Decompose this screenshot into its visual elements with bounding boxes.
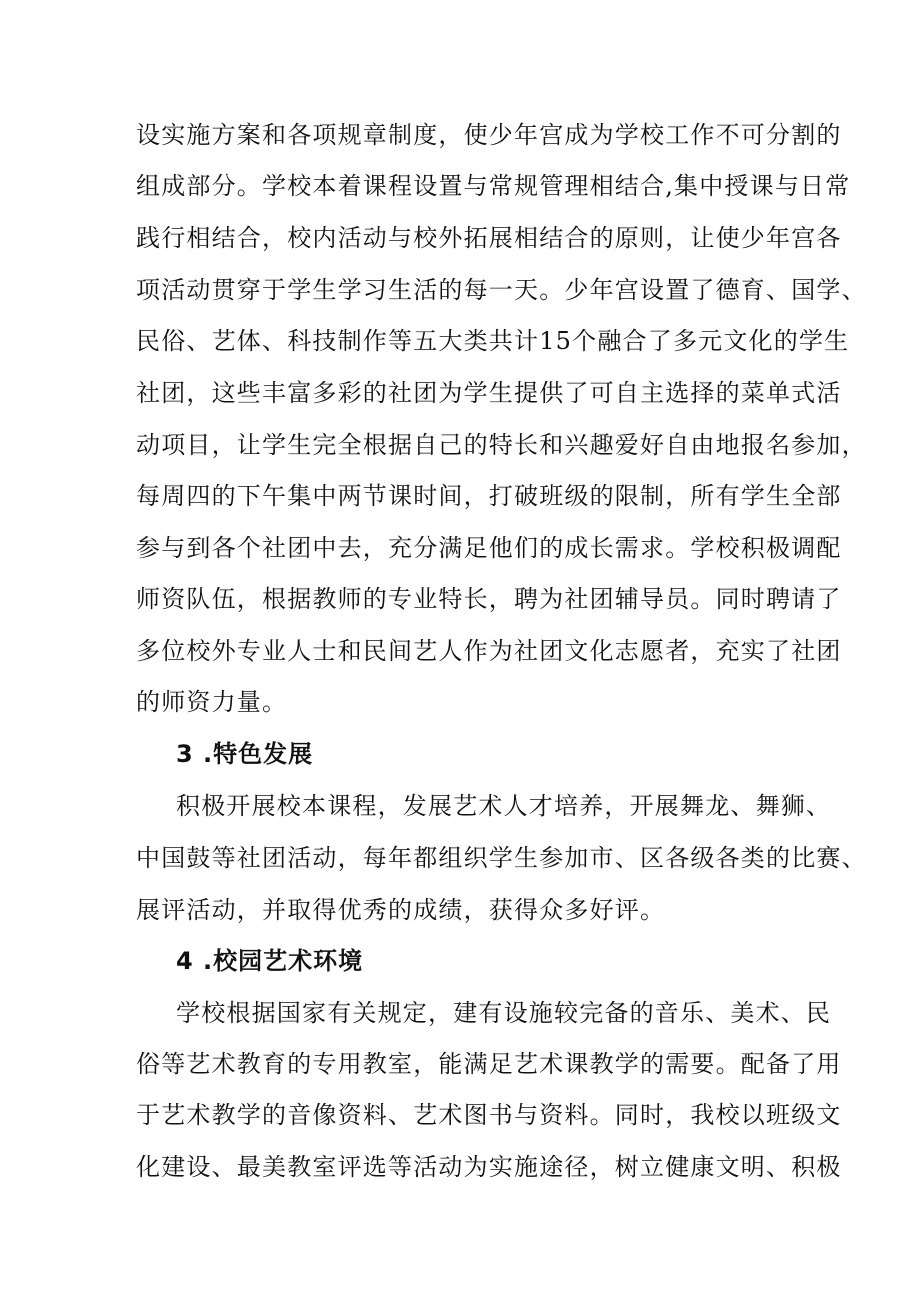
paragraph-1-line: 组成部分。学校本着课程设置与常规管理相结合,集中授课与日常 <box>136 172 851 200</box>
paragraph-1-line: 动项目，让学生完全根据自己的特长和兴趣爱好自由地报名参加， <box>136 431 867 459</box>
paragraph-3-line: 化建设、最美教室评选等活动为实施途径，树立健康文明、积极 <box>136 1153 842 1181</box>
paragraph-1-line: 师资队伍，根据教师的专业特长，聘为社团辅导员。同时聘请了 <box>136 585 842 613</box>
paragraph-1-line: 每周四的下午集中两节课时间，打破班级的限制，所有学生全部 <box>136 482 842 510</box>
paragraph-1-line: 践行相结合，校内活动与校外拓展相结合的原则，让使少年宫各 <box>136 224 842 252</box>
paragraph-3-line: 于艺术教学的音像资料、艺术图书与资料。同时，我校以班级文 <box>136 1101 842 1129</box>
section-heading-4: 4 .校园艺术环境 <box>176 947 364 975</box>
section-heading-3: 3 .特色发展 <box>176 740 314 768</box>
paragraph-1-line: 民俗、艺体、科技制作等五大类共计15个融合了多元文化的学生 <box>136 327 850 355</box>
paragraph-3-line: 俗等艺术教育的专用教室，能满足艺术课教学的需要。配备了用 <box>136 1050 842 1078</box>
paragraph-1-line: 社团，这些丰富多彩的社团为学生提供了可自主选择的菜单式活 <box>136 379 842 407</box>
paragraph-1-line: 项活动贯穿于学生学习生活的每一天。少年宫设置了德育、国学、 <box>136 276 867 304</box>
paragraph-1-line: 设实施方案和各项规章制度，使少年宫成为学校工作不可分割的 <box>136 121 842 149</box>
paragraph-2-line: 积极开展校本课程，发展艺术人才培养，开展舞龙、舞狮、 <box>176 792 832 820</box>
paragraph-2-line: 中国鼓等社团活动，每年都组织学生参加市、区各级各类的比赛、 <box>136 844 867 872</box>
paragraph-2-line: 展评活动，并取得优秀的成绩，获得众多好评。 <box>136 896 666 924</box>
paragraph-1-line: 参与到各个社团中去，充分满足他们的成长需求。学校积极调配 <box>136 534 842 562</box>
paragraph-3-line: 学校根据国家有关规定，建有设施较完备的音乐、美术、民 <box>176 999 832 1027</box>
paragraph-1-line: 的师资力量。 <box>136 688 288 716</box>
paragraph-1-line: 多位校外专业人士和民间艺人作为社团文化志愿者，充实了社团 <box>136 637 842 665</box>
